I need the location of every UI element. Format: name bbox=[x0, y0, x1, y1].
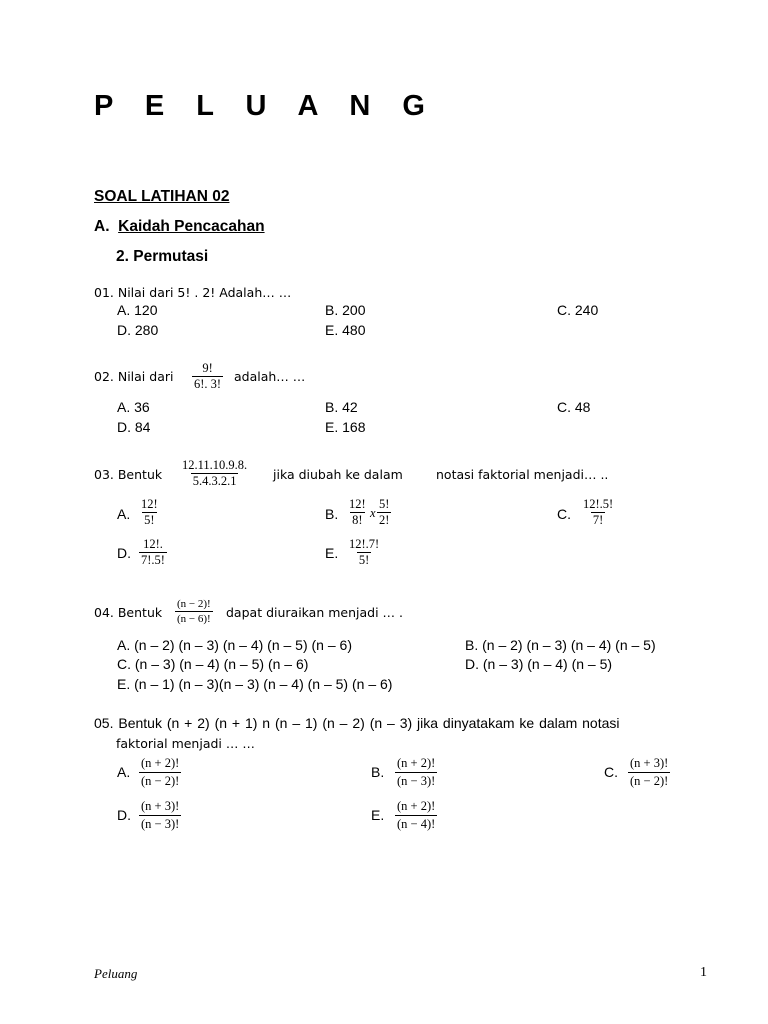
q5-option-e-fraction bbox=[395, 798, 437, 833]
q3-option-b-fraction-1 bbox=[347, 497, 368, 528]
page-number: 1 bbox=[700, 965, 707, 980]
q5-e-numerator: (n + 2)! bbox=[397, 799, 436, 813]
q5-prompt-line-1: 05. Bentuk (n + 2) (n + 1) n (n – 1) (n – 2) (n – 3) jika dinyatakam ke dalam notasi bbox=[94, 715, 620, 731]
q1-option-a: A. 120 bbox=[117, 302, 158, 318]
q2-label: 02. Nilai dari bbox=[94, 369, 174, 384]
section-heading: SOAL LATIHAN 02 bbox=[94, 188, 230, 205]
q3-option-b-letter: B. bbox=[325, 506, 339, 522]
q2-fraction bbox=[192, 361, 223, 392]
q4-option-e: E. (n – 1) (n – 3)(n – 3) (n – 4) (n – 5) (n – 6) bbox=[117, 676, 393, 692]
q2-option-a: A. 36 bbox=[117, 399, 150, 415]
q2-numerator: 9! bbox=[202, 361, 213, 375]
q3-option-e-fraction bbox=[347, 537, 381, 568]
q4-numerator: (n − 2)! bbox=[177, 598, 211, 610]
q2-option-d: D. 84 bbox=[117, 419, 151, 435]
q4-option-d: D. (n – 3) (n – 4) (n – 5) bbox=[465, 656, 613, 672]
q5-option-e-letter: E. bbox=[371, 807, 385, 823]
q3-option-d-letter: D. bbox=[117, 545, 131, 561]
q3-option-b-fraction-2 bbox=[377, 497, 391, 528]
q5-option-a-fraction bbox=[139, 755, 181, 790]
q4-fraction bbox=[175, 597, 213, 626]
q3-option-a-letter: A. bbox=[117, 506, 131, 522]
q3-d-denominator: 7!.5! bbox=[141, 553, 165, 567]
q5-b-numerator: (n + 2)! bbox=[397, 756, 436, 770]
q4-option-c: C. (n – 3) (n – 4) (n – 5) (n – 6) bbox=[117, 656, 309, 672]
q5-prompt-line-2: faktorial menjadi … … bbox=[116, 736, 255, 751]
q1-option-c: C. 240 bbox=[557, 302, 599, 318]
q3-option-c-letter: C. bbox=[557, 506, 571, 522]
q4-option-a: A. (n – 2) (n – 3) (n – 4) (n – 5) (n – 6) bbox=[117, 637, 352, 653]
q3-a-numerator: 12! bbox=[141, 497, 158, 511]
footer-title: Peluang bbox=[94, 966, 138, 981]
q3-c-denominator: 7! bbox=[592, 513, 604, 527]
q3-c-numerator: 12!.5! bbox=[583, 497, 614, 511]
q3-label: 03. Bentuk bbox=[94, 467, 163, 482]
q3-denominator: 5.4.3.2.1 bbox=[192, 474, 237, 488]
q1-option-d: D. 280 bbox=[117, 322, 159, 338]
q4-denominator: (n − 6)! bbox=[177, 613, 211, 625]
q2-suffix: adalah… … bbox=[234, 369, 306, 384]
q5-e-denominator: (n − 4)! bbox=[397, 817, 436, 831]
q5-option-a-letter: A. bbox=[117, 764, 131, 780]
q3-d-numerator: 12!. bbox=[143, 537, 163, 551]
q5-option-d-fraction bbox=[139, 798, 181, 833]
q3-b2-denominator: 2! bbox=[379, 513, 390, 527]
q5-option-c-letter: C. bbox=[604, 764, 618, 780]
q5-option-b-letter: B. bbox=[371, 764, 385, 780]
q4-option-b: B. (n – 2) (n – 3) (n – 4) (n – 5) bbox=[465, 637, 656, 653]
q5-b-denominator: (n − 3)! bbox=[397, 774, 436, 788]
q3-option-a-fraction bbox=[139, 497, 160, 528]
q3-option-c-fraction bbox=[581, 497, 615, 528]
q3-option-d-fraction bbox=[139, 537, 167, 568]
subheading-a bbox=[94, 218, 265, 236]
q3-suffix-1: jika diubah ke dalam bbox=[273, 467, 403, 482]
q1-prompt: 01. Nilai dari 5! . 2! Adalah… … bbox=[94, 285, 292, 300]
q3-b1-numerator: 12! bbox=[349, 497, 366, 511]
q3-option-b-times: x bbox=[370, 506, 376, 520]
q5-option-d-letter: D. bbox=[117, 807, 131, 823]
q2-option-b: B. 42 bbox=[325, 399, 358, 415]
q3-numerator: 12.11.10.9.8. bbox=[182, 458, 248, 472]
q5-d-denominator: (n − 3)! bbox=[141, 817, 180, 831]
q3-suffix-2: notasi faktorial menjadi… .. bbox=[436, 467, 609, 482]
q3-e-numerator: 12!.7! bbox=[349, 537, 380, 551]
q3-e-denominator: 5! bbox=[358, 553, 370, 567]
q5-option-b-fraction bbox=[395, 755, 437, 790]
q1-option-e: E. 480 bbox=[325, 322, 366, 338]
q3-b1-denominator: 8! bbox=[352, 513, 363, 527]
q2-option-c: C. 48 bbox=[557, 399, 591, 415]
q3-b2-numerator: 5! bbox=[379, 497, 390, 511]
q3-option-e-letter: E. bbox=[325, 545, 339, 561]
q1-option-b: B. 200 bbox=[325, 302, 366, 318]
subheading-a-letter: A. bbox=[94, 218, 110, 235]
q4-label: 04. Bentuk bbox=[94, 605, 163, 620]
subheading-a-label: Kaidah Pencacahan bbox=[118, 218, 265, 235]
page-title: P E L U A N G bbox=[94, 90, 437, 122]
q5-a-denominator: (n − 2)! bbox=[141, 774, 180, 788]
q4-suffix: dapat diuraikan menjadi … . bbox=[226, 605, 403, 620]
q5-c-denominator: (n − 2)! bbox=[630, 774, 669, 788]
q5-d-numerator: (n + 3)! bbox=[141, 799, 180, 813]
q2-option-e: E. 168 bbox=[325, 419, 366, 435]
q3-a-denominator: 5! bbox=[144, 513, 155, 527]
q5-option-c-fraction bbox=[628, 755, 670, 790]
subheading-permutasi: 2. Permutasi bbox=[116, 248, 209, 265]
q3-fraction bbox=[180, 458, 249, 489]
q5-a-numerator: (n + 2)! bbox=[141, 756, 180, 770]
q2-denominator: 6!. 3! bbox=[194, 377, 222, 391]
q5-c-numerator: (n + 3)! bbox=[630, 756, 669, 770]
